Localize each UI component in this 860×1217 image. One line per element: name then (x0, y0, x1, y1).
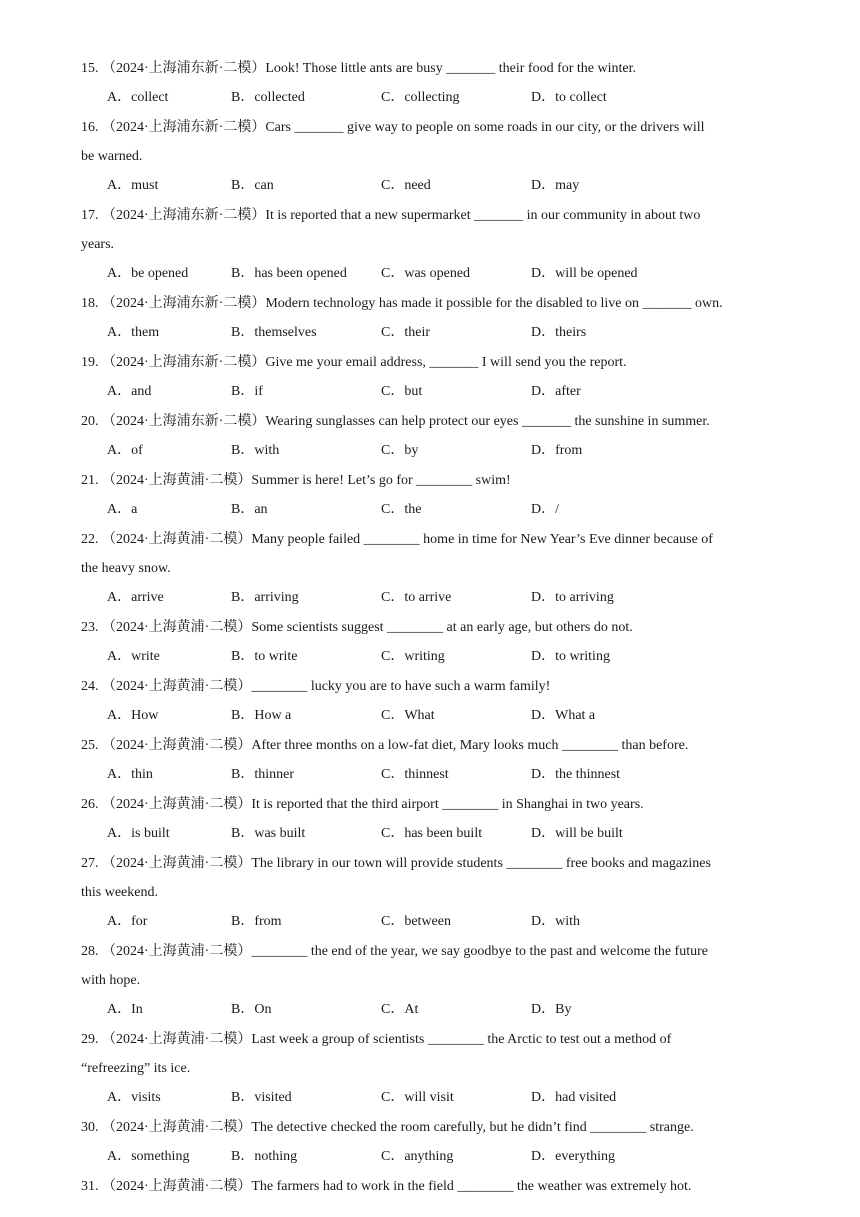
question-source: （2024·上海黄浦·二模） (102, 679, 252, 694)
option-b[interactable]: B．arriving (231, 590, 299, 605)
question-18 (81, 289, 786, 318)
option-d[interactable]: D．to writing (531, 649, 610, 664)
option-a[interactable]: A．write (107, 649, 160, 664)
question-number: 24. (81, 679, 99, 694)
option-c[interactable]: C．to arrive (381, 590, 452, 605)
option-d[interactable]: D．/ (531, 502, 559, 517)
option-d[interactable]: D．from (531, 443, 583, 458)
question-number: 15. (81, 61, 99, 76)
option-d[interactable]: D．to collect (531, 90, 607, 105)
question-source: （2024·上海黄浦·二模） (102, 532, 252, 547)
question-source: （2024·上海浦东新·二模） (102, 120, 266, 135)
question-22 (81, 525, 786, 583)
question-stem (81, 1172, 786, 1201)
answer-options (107, 907, 767, 936)
option-c[interactable]: C．but (381, 384, 423, 399)
question-number: 29. (81, 1032, 99, 1047)
option-c[interactable]: C．need (381, 178, 431, 193)
option-d[interactable]: D．after (531, 384, 581, 399)
question-stem (81, 348, 786, 377)
answer-options (107, 819, 767, 848)
option-c[interactable]: C．their (381, 325, 430, 340)
option-d[interactable]: D．will be built (531, 826, 623, 841)
question-number: 21. (81, 473, 99, 488)
option-a[interactable]: A．is built (107, 826, 170, 841)
option-a[interactable]: A．a (107, 502, 138, 517)
question-stem (81, 113, 786, 142)
answer-options (107, 318, 767, 347)
question-source: （2024·上海黄浦·二模） (102, 1120, 252, 1135)
question-source: （2024·上海黄浦·二模） (102, 856, 252, 871)
question-number: 19. (81, 355, 99, 370)
option-b[interactable]: B．On (231, 1002, 272, 1017)
option-b[interactable]: B．to write (231, 649, 298, 664)
question-number: 20. (81, 414, 99, 429)
option-a[interactable]: A．In (107, 1002, 143, 1017)
question-text: The library in our town will provide students ________ free books and magazines (251, 856, 711, 871)
question-text: Last week a group of scientists ________ the Arctic to test out a method of (251, 1032, 672, 1047)
question-text: “refreezing” its ice. (81, 1061, 191, 1076)
question-20 (81, 407, 786, 436)
option-a[interactable]: A．be opened (107, 266, 189, 281)
question-24 (81, 672, 786, 701)
question-28 (81, 937, 786, 995)
question-stem (81, 849, 786, 878)
option-d[interactable]: D．By (531, 1002, 572, 1017)
question-stem (81, 201, 786, 230)
answer-options (107, 83, 767, 112)
option-d[interactable]: D．may (531, 178, 580, 193)
question-21 (81, 466, 786, 495)
option-b[interactable]: B．an (231, 502, 268, 517)
question-17 (81, 201, 786, 259)
option-b[interactable]: B．nothing (231, 1149, 298, 1164)
option-b[interactable]: B．from (231, 914, 282, 929)
question-text: ________ the end of the year, we say goodbye to the past and welcome the future (251, 944, 708, 959)
question-stem (81, 466, 786, 495)
option-c[interactable]: C．by (381, 443, 419, 458)
option-b[interactable]: B．can (231, 178, 274, 193)
answer-options (107, 701, 767, 730)
question-text: the heavy snow. (81, 561, 171, 576)
question-25 (81, 731, 786, 760)
question-stem (81, 1113, 786, 1142)
option-c[interactable]: C．anything (381, 1149, 454, 1164)
question-stem (81, 407, 786, 436)
question-text: Look! Those little ants are busy _______ their food for the winter. (265, 61, 636, 76)
question-stem (81, 731, 786, 760)
question-text: Wearing sunglasses can help protect our eyes _______ the sunshine in summer. (265, 414, 710, 429)
option-c[interactable]: C．was opened (381, 266, 471, 281)
question-text: After three months on a low-fat diet, Mary looks much ________ than before. (251, 738, 689, 753)
question-15 (81, 54, 786, 83)
question-source: （2024·上海黄浦·二模） (102, 473, 252, 488)
option-a[interactable]: A．something (107, 1149, 190, 1164)
question-stem-continuation (81, 878, 786, 907)
question-stem-continuation (81, 966, 786, 995)
question-number: 31. (81, 1179, 99, 1194)
question-number: 17. (81, 208, 99, 223)
option-c[interactable]: C．has been built (381, 826, 483, 841)
question-stem-continuation (81, 230, 786, 259)
option-b[interactable]: B．with (231, 443, 280, 458)
question-text: Modern technology has made it possible for the disabled to live on _______ own. (265, 296, 723, 311)
question-31 (81, 1172, 786, 1201)
question-source: （2024·上海浦东新·二模） (102, 61, 266, 76)
question-stem (81, 937, 786, 966)
question-stem (81, 54, 786, 83)
option-a[interactable]: A．How (107, 708, 159, 723)
answer-options (107, 495, 767, 524)
answer-options (107, 760, 767, 789)
option-a[interactable]: A．and (107, 384, 152, 399)
option-a[interactable]: A．must (107, 178, 159, 193)
option-d[interactable]: D．had visited (531, 1090, 617, 1105)
answer-options (107, 171, 767, 200)
option-a[interactable]: A．visits (107, 1090, 161, 1105)
answer-options (107, 377, 767, 406)
question-stem (81, 613, 786, 642)
option-c[interactable]: C．At (381, 1002, 419, 1017)
question-number: 23. (81, 620, 99, 635)
question-30 (81, 1113, 786, 1142)
answer-options (107, 583, 767, 612)
question-text: ________ lucky you are to have such a warm family! (251, 679, 551, 694)
option-d[interactable]: D．will be opened (531, 266, 638, 281)
option-c[interactable]: C．will visit (381, 1090, 454, 1105)
question-source: （2024·上海黄浦·二模） (102, 1032, 252, 1047)
option-d[interactable]: D．to arriving (531, 590, 614, 605)
question-26 (81, 790, 786, 819)
question-source: （2024·上海浦东新·二模） (102, 208, 266, 223)
answer-options (107, 995, 767, 1024)
answer-options (107, 1142, 767, 1171)
option-c[interactable]: C．What (381, 708, 435, 723)
option-a[interactable]: A．thin (107, 767, 153, 782)
question-source: （2024·上海浦东新·二模） (102, 296, 266, 311)
question-source: （2024·上海黄浦·二模） (102, 797, 252, 812)
question-text: Some scientists suggest ________ at an early age, but others do not. (251, 620, 633, 635)
question-text: be warned. (81, 149, 143, 164)
option-b[interactable]: B．if (231, 384, 263, 399)
question-16 (81, 113, 786, 171)
question-19 (81, 348, 786, 377)
option-b[interactable]: B．has been opened (231, 266, 347, 281)
question-stem (81, 1025, 786, 1054)
question-text: Summer is here! Let’s go for ________ swim! (251, 473, 511, 488)
question-stem-continuation (81, 1054, 786, 1083)
question-stem-continuation (81, 142, 786, 171)
question-source: （2024·上海黄浦·二模） (102, 944, 252, 959)
question-number: 18. (81, 296, 99, 311)
option-a[interactable]: A．arrive (107, 590, 164, 605)
option-b[interactable]: B．collected (231, 90, 305, 105)
answer-options (107, 1083, 767, 1112)
question-source: （2024·上海浦东新·二模） (102, 355, 266, 370)
option-d[interactable]: D．everything (531, 1149, 615, 1164)
question-number: 30. (81, 1120, 99, 1135)
question-number: 26. (81, 797, 99, 812)
question-27 (81, 849, 786, 907)
option-a[interactable]: A．collect (107, 90, 169, 105)
option-a[interactable]: A．them (107, 325, 160, 340)
answer-options (107, 436, 767, 465)
option-b[interactable]: B．themselves (231, 325, 317, 340)
question-text: Cars _______ give way to people on some roads in our city, or the drivers will (265, 120, 705, 135)
question-text: with hope. (81, 973, 141, 988)
answer-options (107, 642, 767, 671)
option-b[interactable]: B．visited (231, 1090, 292, 1105)
question-number: 16. (81, 120, 99, 135)
option-c[interactable]: C．collecting (381, 90, 460, 105)
option-d[interactable]: D．the thinnest (531, 767, 621, 782)
option-d[interactable]: D．with (531, 914, 580, 929)
question-text: It is reported that a new supermarket _______ in our community in about two (265, 208, 701, 223)
question-source: （2024·上海黄浦·二模） (102, 620, 252, 635)
option-c[interactable]: C．writing (381, 649, 445, 664)
question-source: （2024·上海黄浦·二模） (102, 738, 252, 753)
question-text: The detective checked the room carefully, but he didn’t find ________ strange. (251, 1120, 694, 1135)
question-stem (81, 525, 786, 554)
answer-options (107, 259, 767, 288)
question-source: （2024·上海黄浦·二模） (102, 1179, 252, 1194)
question-text: this weekend. (81, 885, 158, 900)
question-text: The farmers had to work in the field ________ the weather was extremely hot. (251, 1179, 692, 1194)
question-number: 22. (81, 532, 99, 547)
option-b[interactable]: B．was built (231, 826, 306, 841)
option-a[interactable]: A．of (107, 443, 143, 458)
option-b[interactable]: B．thinner (231, 767, 294, 782)
question-text: Many people failed ________ home in time for New Year’s Eve dinner because of (251, 532, 713, 547)
option-c[interactable]: C．the (381, 502, 422, 517)
question-source: （2024·上海浦东新·二模） (102, 414, 266, 429)
option-d[interactable]: D．theirs (531, 325, 587, 340)
option-c[interactable]: C．between (381, 914, 451, 929)
question-stem (81, 790, 786, 819)
question-stem-continuation (81, 554, 786, 583)
question-text: It is reported that the third airport ________ in Shanghai in two years. (251, 797, 644, 812)
question-23 (81, 613, 786, 642)
question-text: years. (81, 237, 115, 252)
question-number: 25. (81, 738, 99, 753)
question-stem (81, 289, 786, 318)
option-b[interactable]: B．How a (231, 708, 292, 723)
option-a[interactable]: A．for (107, 914, 148, 929)
option-c[interactable]: C．thinnest (381, 767, 449, 782)
question-stem (81, 672, 786, 701)
question-29 (81, 1025, 786, 1083)
question-number: 28. (81, 944, 99, 959)
question-number: 27. (81, 856, 99, 871)
question-text: Give me your email address, _______ I will send you the report. (265, 355, 627, 370)
option-d[interactable]: D．What a (531, 708, 596, 723)
